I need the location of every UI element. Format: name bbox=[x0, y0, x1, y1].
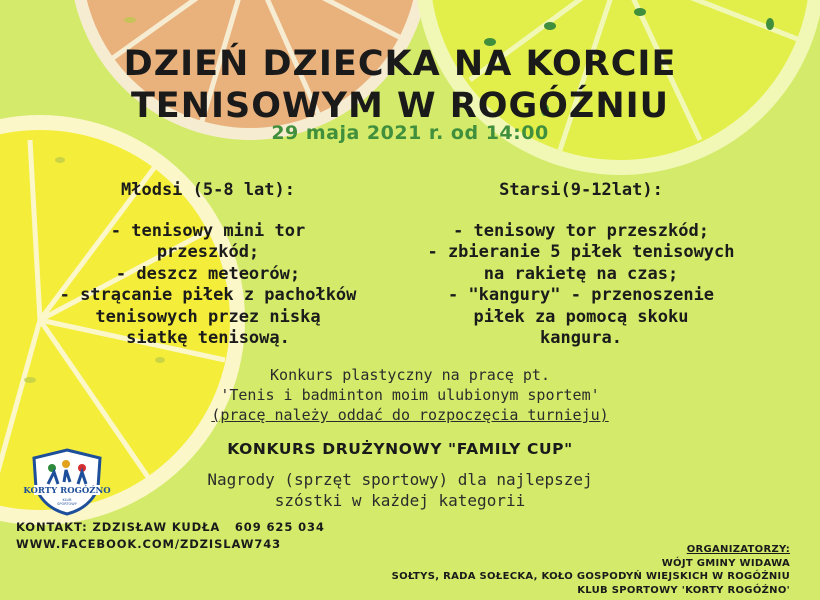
older-group-column bbox=[398, 180, 764, 350]
younger-group-heading: Młodsi (5-8 lat): bbox=[121, 180, 295, 200]
logo-name: KORTY ROGÓŹNO bbox=[23, 486, 111, 496]
logo-sub1: KLUB bbox=[62, 498, 72, 502]
organizers-heading: ORGANIZATORZY: bbox=[686, 544, 790, 555]
older-activity-line: na rakietę na czas; bbox=[483, 263, 679, 284]
art-contest-line1: Konkurs plastyczny na pracę pt. bbox=[270, 366, 550, 384]
organizer-line: SOŁTYS, RADA SOŁECKA, KOŁO GOSPODYŃ WIEJSKICH W ROGÓŹNIU bbox=[391, 571, 790, 582]
facebook-link[interactable]: WWW.FACEBOOK.COM/ZDZISLAW743 bbox=[16, 537, 282, 551]
organizer-line: KLUB SPORTOWY 'KORTY ROGÓŹNO' bbox=[577, 584, 790, 596]
younger-activity-line: - tenisowy mini tor bbox=[110, 220, 306, 241]
younger-activity-line: - deszcz meteorów; bbox=[115, 263, 301, 284]
organizers-block bbox=[392, 543, 790, 597]
art-contest-note: (pracę należy oddać do rozpoczęcia turnieju) bbox=[211, 406, 609, 424]
organizer-line: WÓJT GMINY WIDAWA bbox=[661, 557, 790, 569]
older-activity-line: - tenisowy tor przeszkód; bbox=[453, 220, 709, 241]
logo-sub2: SPORTOWY bbox=[57, 502, 77, 506]
older-activity-line: - "kangury" - przenoszenie bbox=[447, 285, 715, 305]
team-contest-prize-line1: Nagrody (sprzęt sportowy) dla najlepszej bbox=[207, 470, 593, 489]
younger-activity-line: siatkę tenisową. bbox=[126, 328, 290, 348]
older-activity-line: piłek za pomocą skoku bbox=[473, 306, 689, 327]
team-contest-title: KONKURS DRUŻYNOWY "FAMILY CUP" bbox=[227, 440, 573, 458]
younger-group-column bbox=[18, 180, 398, 350]
younger-activity-line: tenisowych przez niską bbox=[95, 306, 321, 327]
younger-activity-line: przeszkód; bbox=[156, 242, 260, 262]
older-group-heading: Starsi(9-12lat): bbox=[499, 180, 663, 200]
art-contest-line2: 'Tenis i badminton moim ulubionym sportem' bbox=[220, 386, 600, 404]
contact-info bbox=[16, 519, 325, 553]
older-activity-line: - zbieranie 5 piłek tenisowych bbox=[427, 242, 735, 262]
younger-activity-line: - strącanie piłek z pachołków bbox=[59, 285, 357, 305]
club-logo bbox=[23, 448, 111, 516]
event-date: 29 maja 2021 r. od 14:00 bbox=[271, 122, 549, 144]
contact-phone: KONTAKT: ZDZISŁAW KUDŁA 609 625 034 bbox=[16, 520, 325, 534]
team-contest-prize-line2: szóstki w każdej kategorii bbox=[274, 491, 526, 510]
event-title-line2: TENISOWYM W ROGÓŹNIU bbox=[130, 86, 670, 126]
event-title-line1: DZIEŃ DZIECKA NA KORCIE bbox=[123, 44, 677, 84]
older-activity-line: kangura. bbox=[540, 328, 622, 348]
